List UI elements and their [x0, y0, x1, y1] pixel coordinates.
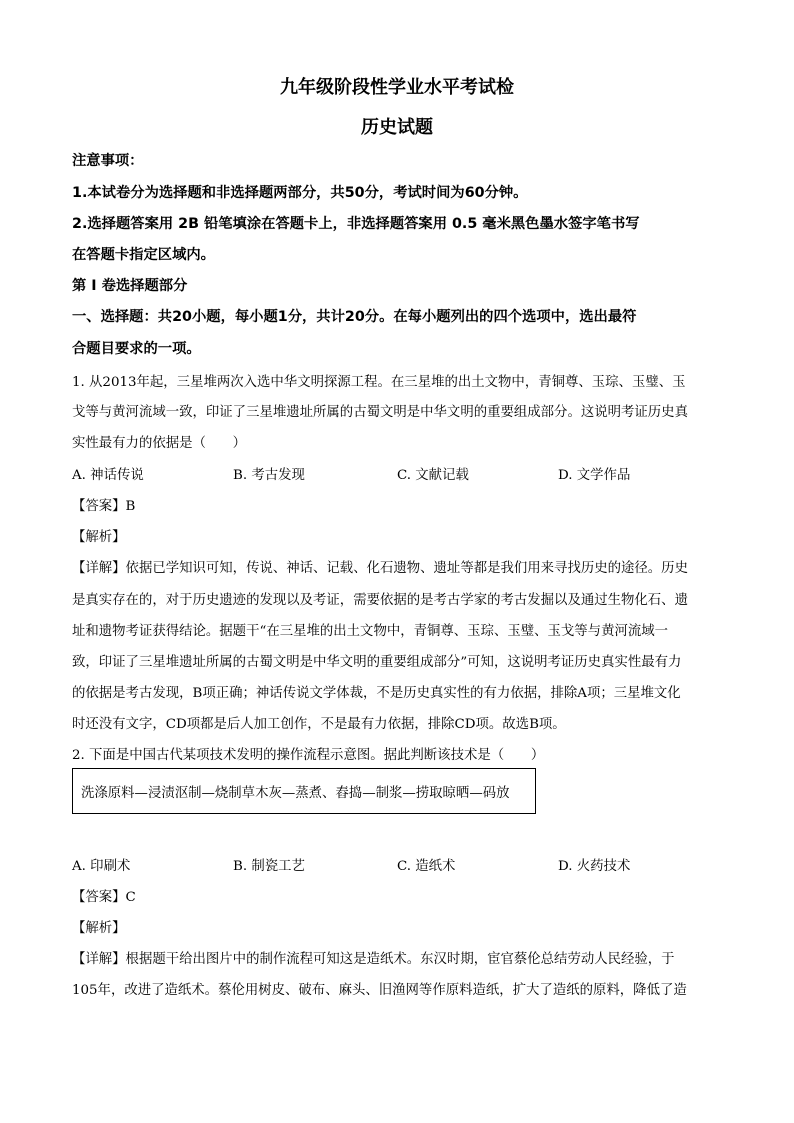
q1-detail-line-2: 是真实存在的，对于历史遗迹的发现以及考证，需要依据的是考古学家的考古发掘以及通过生物化石、遗 [72, 593, 688, 608]
q1-option-a: A. 神话传说 [72, 468, 144, 483]
q2-detail-line-1: 【详解】根据题干给出图片中的制作流程可知这是造纸术。东汉时期，宦官蔡伦总结劳动人民经验，于 [72, 952, 675, 967]
process-flow-box [72, 768, 536, 814]
q1-option-c: C. 文献记载 [397, 468, 469, 483]
q2-option-c: C. 造纸术 [397, 859, 456, 874]
q1-detail-line-3: 址和遗物考证获得结论。据题干“在三星堆的出土文物中，青铜尊、玉琮、玉璧、玉戈等与黄河流域一 [72, 624, 669, 639]
q2-detail-line-2: 105年，改进了造纸术。蔡伦用树皮、破布、麻头、旧渔网等作原料造纸，扩大了造纸的原料，降低了造 [72, 983, 687, 998]
q1-option-d: D. 文学作品 [558, 468, 631, 483]
q1-detail-line-1: 【详解】依据已学知识可知，传说、神话、记载、化石遗物、遗址等都是我们用来寻找历史的途径。历史 [72, 561, 688, 576]
q1-analysis-label: 【解析】 [72, 530, 126, 545]
q1-stem-line-2: 戈等与黄河流域一致，印证了三星堆遗址所属的古蜀文明是中华文明的重要组成部分。这说明考证历史真 [72, 405, 688, 420]
section-instruction-line-1: 一、选择题：共20小题，每小题1分，共计20分。在每小题列出的四个选项中，选出最符 [72, 309, 637, 325]
section-instruction-line-2: 合题目要求的一项。 [72, 341, 201, 357]
page-title: 九年级阶段性学业水平考试检 [280, 77, 514, 98]
notes-item-2-line-2: 在答题卡指定区域内。 [72, 247, 215, 263]
q2-option-b: B. 制瓷工艺 [233, 859, 305, 874]
q1-option-b: B. 考古发现 [233, 468, 305, 483]
q2-answer: 【答案】C [72, 890, 136, 905]
q2-option-d: D. 火药技术 [558, 859, 631, 874]
q1-detail-line-4: 致，印证了三星堆遗址所属的古蜀文明是中华文明的重要组成部分”可知，这说明考证历史真实性最有力 [72, 655, 682, 670]
part-title: 第 I 卷选择题部分 [72, 278, 188, 294]
q1-stem-line-3: 实性最有力的依据是（ ） [72, 436, 247, 451]
process-flow-text: 洗涤原料—浸渍沤制—烧制草木灰—蒸煮、舂捣—制浆—捞取晾晒—码放 [81, 786, 510, 801]
page-subtitle: 历史试题 [361, 117, 433, 138]
notes-item-2-line-1: 2.选择题答案用 2B 铅笔填涂在答题卡上，非选择题答案用 0.5 毫米黑色墨水签字笔书写 [72, 216, 640, 232]
q2-stem-line-1: 2. 下面是中国古代某项技术发明的操作流程示意图。据此判断该技术是（ ） [72, 748, 545, 763]
q1-stem-line-1: 1. 从2013年起，三星堆两次入选中华文明探源工程。在三星堆的出土文物中，青铜尊、玉琮、玉璧、玉 [72, 375, 686, 390]
q1-detail-line-6: 时还没有文字，CD项都是后人加工创作，不是最有力依据，排除CD项。故选B项。 [72, 717, 566, 732]
notes-item-1: 1.本试卷分为选择题和非选择题两部分，共50分，考试时间为60分钟。 [72, 185, 528, 201]
notes-heading: 注意事项： [72, 153, 144, 169]
q1-detail-line-5: 的依据是考古发现，B项正确；神话传说文学体裁，不是历史真实性的有力依据，排除A项；三星堆文化 [72, 686, 681, 701]
q2-option-a: A. 印刷术 [72, 859, 131, 874]
q2-analysis-label: 【解析】 [72, 921, 126, 936]
q1-answer: 【答案】B [72, 499, 136, 514]
